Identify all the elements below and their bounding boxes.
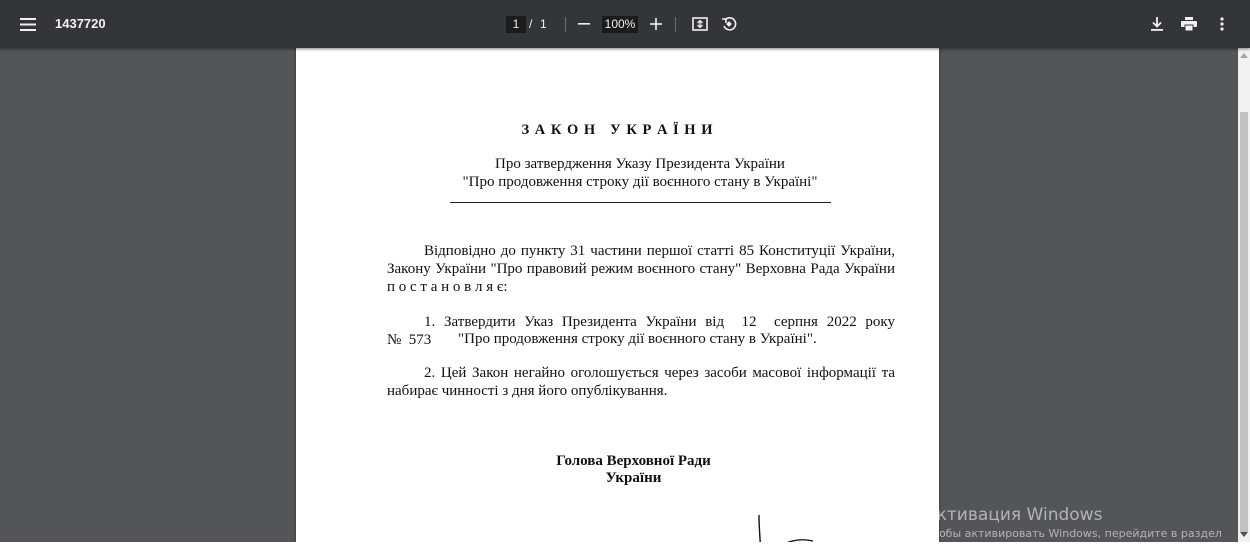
scrollbar-thumb[interactable] bbox=[1240, 112, 1248, 532]
zoom-level-input[interactable]: 100% bbox=[602, 16, 638, 33]
rotate-icon[interactable] bbox=[717, 12, 741, 36]
law-heading: З А К О Н У К Р А Ї Н И bbox=[521, 122, 714, 138]
bottom-edge bbox=[0, 542, 1250, 546]
vertical-scrollbar[interactable] bbox=[1238, 48, 1250, 542]
scroll-up-arrow-icon[interactable] bbox=[1240, 53, 1248, 58]
toolbar-divider bbox=[565, 17, 566, 32]
item-2-line-1: 2. Цей Закон негайно оголошується через засоби масової інформації та bbox=[424, 365, 895, 381]
preamble-line-3: п о с т а н о в л я є: bbox=[387, 279, 508, 295]
document-title: 1437720 bbox=[55, 16, 106, 31]
preamble-line-1: Відповідно до пункту 31 частини першої статті 85 Конституції України, bbox=[424, 243, 895, 259]
item-1-number: № 573 bbox=[387, 332, 432, 348]
page-separator: / bbox=[529, 17, 533, 31]
print-icon[interactable] bbox=[1177, 12, 1201, 36]
page-total: 1 bbox=[540, 17, 547, 31]
toolbar-divider bbox=[675, 17, 676, 32]
hamburger-menu-icon[interactable] bbox=[16, 12, 40, 36]
preamble-line-2: Закону України "Про правовий режим воєнного стану" Верховна Рада України bbox=[387, 261, 895, 277]
pdf-toolbar bbox=[0, 0, 1250, 48]
pdf-page bbox=[296, 48, 939, 542]
signature-title-line-2: України bbox=[605, 470, 662, 486]
subtitle-line-2: "Про продовження строку дії воєнного стану в Україні" bbox=[462, 174, 818, 190]
zoom-out-icon[interactable] bbox=[572, 12, 596, 36]
windows-activation-subtitle: Чтобы активировать Windows, перейдите в раздел bbox=[925, 527, 1222, 540]
windows-activation-title: Активация Windows bbox=[925, 505, 1103, 525]
handwritten-signature bbox=[751, 513, 831, 542]
download-icon[interactable] bbox=[1145, 12, 1169, 36]
zoom-in-icon[interactable] bbox=[644, 12, 668, 36]
scroll-down-arrow-icon[interactable] bbox=[1240, 532, 1248, 537]
page-number-input[interactable]: 1 bbox=[506, 16, 526, 33]
fit-to-page-icon[interactable] bbox=[688, 12, 712, 36]
item-2-line-2: набирає чинності з дня його опублікування. bbox=[387, 383, 668, 399]
pdf-viewer[interactable] bbox=[0, 48, 1238, 542]
signature-title-line-1: Голова Верховної Ради bbox=[556, 453, 711, 469]
item-1-line-2: "Про продовження строку дії воєнного стану в Україні". bbox=[458, 331, 817, 347]
title-underline bbox=[450, 202, 831, 203]
subtitle-line-1: Про затвердження Указу Президента України bbox=[495, 156, 785, 172]
more-options-icon[interactable] bbox=[1210, 12, 1234, 36]
item-1-line-1: 1. Затвердити Указ Президента України від 12 серпня 2022 року bbox=[424, 314, 895, 330]
